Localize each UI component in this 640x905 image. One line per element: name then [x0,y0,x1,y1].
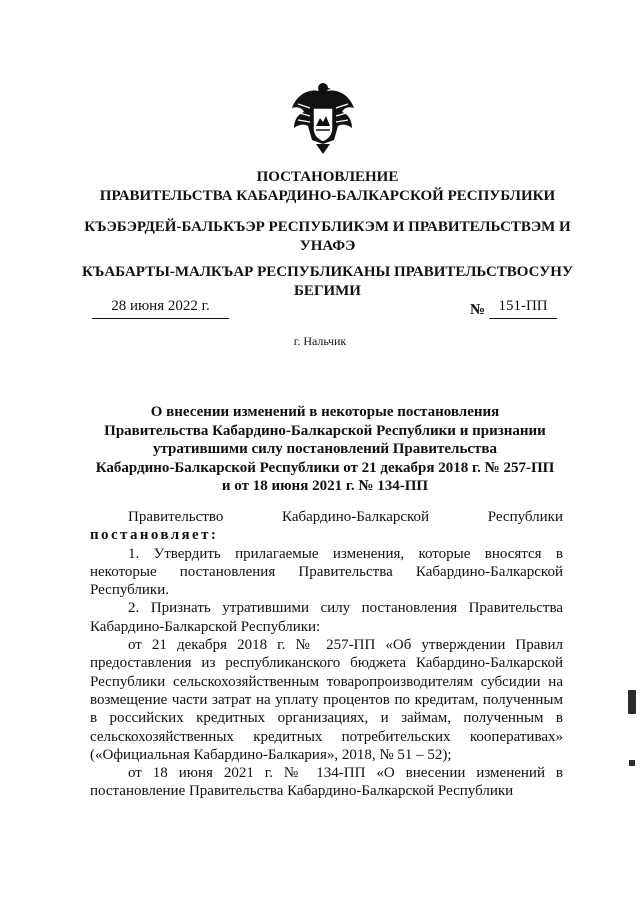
paragraph-3: от 21 декабря 2018 г. № 257-ПП «Об утверждении Правил предоставления из республиканского бюджета Кабардино-Балкарской Республики сельскохозяйственным товаропроизводителям субсидии на возмещение части затрат на уплату процентов по кредитам, полученным в российских кредитных организациях, и займам, полученным в сельскохозяйственных кредитных потребительских кооперативах» («Официальная Кабардино-Балкария», 2018, № 51 – 52); [90,637,563,763]
title-line-2: Правительства Кабардино-Балкарской Республики и признании [104,422,546,439]
heading-line-2: ПРАВИТЕЛЬСТВА КАБАРДИНО-БАЛКАРСКОЙ РЕСПУБЛИКИ [99,188,556,204]
balkar-line-2: БЕГИМИ [294,283,361,299]
balkar-heading [70,263,585,301]
document-number: 151-ПП [489,298,557,319]
number-sign: № [470,302,486,318]
balkar-line-1: КЪАБАРТЫ-МАЛКЪАР РЕСПУБЛИКАНЫ ПРАВИТЕЛЬСТВОСУНУ [82,264,573,280]
decree-word: постановляет: [90,527,219,544]
document-number-block [470,298,557,319]
kabardian-heading [70,218,585,256]
document-body [90,508,563,801]
scan-margin-mark [628,690,636,714]
paragraph-4: от 18 июня 2021 г. № 134-ПП «О внесении изменений в постановление Правительства Кабардино-Балкарской Республики [90,765,563,800]
intro-word-2: Кабардино-Балкарской [282,509,430,525]
intro-line [90,508,563,526]
kabardian-line-2: УНАФЭ [299,238,356,254]
document-date: 28 июня 2022 г. [92,298,229,319]
intro-word-3: Республики [487,509,563,525]
title-line-5: и от 18 июня 2021 г. № 134-ПП [221,478,429,495]
paragraph-2: 2. Признать утратившими силу постановления Правительства Кабардино-Балкарской Республики: [90,600,563,635]
date-number-row [0,298,640,322]
title-line-4: Кабардино-Балкарской Республики от 21 декабря 2018 г. № 257-ПП [95,459,555,476]
coat-of-arms-icon [288,78,358,158]
document-heading [70,168,585,206]
document-title [85,403,565,496]
city: г. Нальчик [293,334,347,348]
paragraph-1: 1. Утвердить прилагаемые изменения, которые вносятся в некоторые постановления Правительства Кабардино-Балкарской Республики. [90,545,563,599]
kabardian-line-1: КЪЭБЭРДЕЙ-БАЛЬКЪЭР РЕСПУБЛИКЭМ И ПРАВИТЕЛЬСТВЭМ И [84,219,571,235]
heading-line-1: ПОСТАНОВЛЕНИЕ [256,169,399,185]
title-line-1: О внесении изменений в некоторые постановления [150,404,500,420]
scan-margin-dot [629,760,635,766]
title-line-3: утратившими силу постановлений Правительства [152,441,498,458]
intro-word-1: Правительство [128,509,224,525]
